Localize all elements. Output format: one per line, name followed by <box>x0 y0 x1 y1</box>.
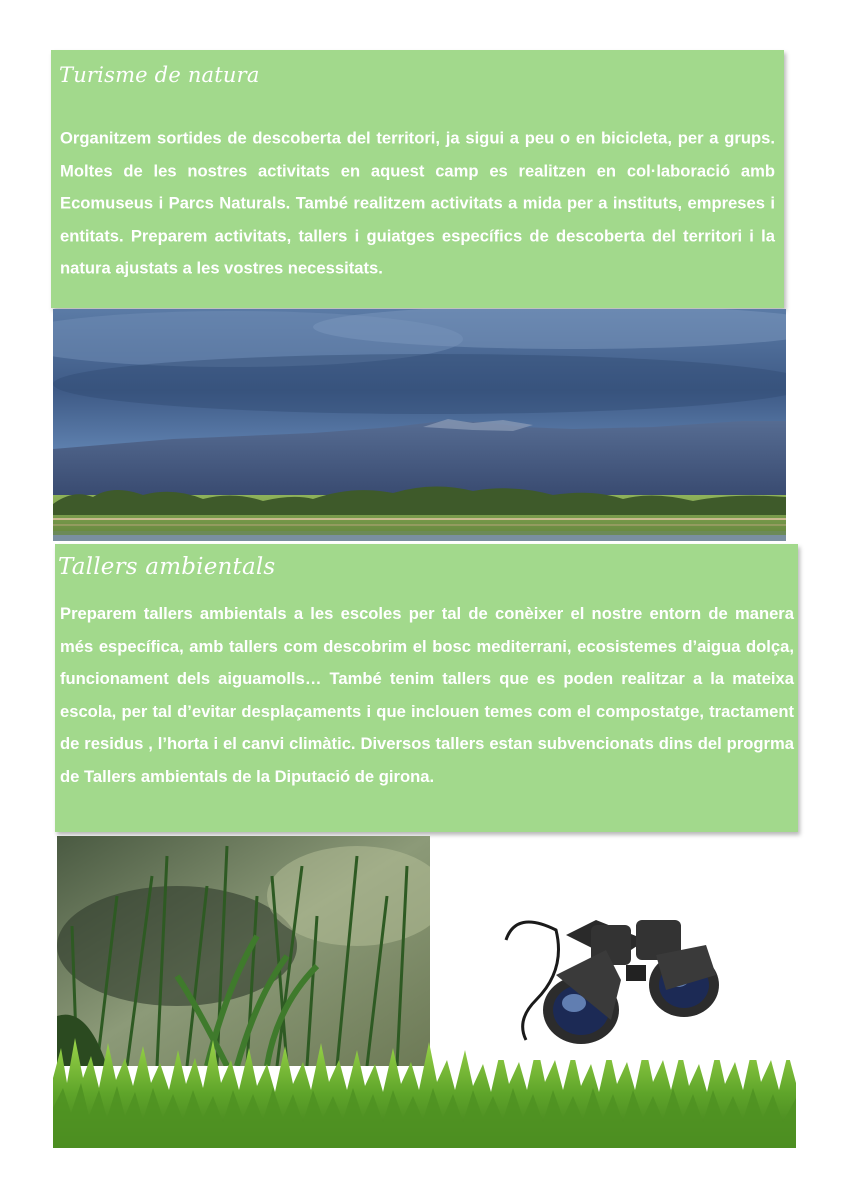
section-body-turisme: Organitzem sortides de descoberta del territori, ja sigui a peu o en bicicleta, per a grups. Moltes de les nostres activitats en aquest camp es realitzen en col·laboració amb Ecomuseus i Parcs Naturals. També realitzem activitats a mida per a instituts, empreses i entitats. Preparem activitats, tallers i guiatges específics de descoberta del territori i la natura ajustats a les vostres necessitats. <box>60 128 775 278</box>
turisme-de-natura-box <box>51 50 784 308</box>
section-body-tallers: Preparem tallers ambientals a les escoles per tal de conèixer el nostre entorn de manera més específica, amb tallers com descobrim el bosc mediterrani, ecosistemes d’aigua dolça, funcionament dels aiguamolls… També tenim tallers que es poden realitzar a la mateixa escola, per tal d’evitar desplaçaments i que inclouen temes com el compostatge, tractament de residus , l’horta i el canvi climàtic. Diversos tallers estan subvencionats dins del progrma de Tallers ambientals de la Diputació de girona. <box>60 604 794 786</box>
section-title-tallers: Tallers ambientals <box>58 554 276 580</box>
landscape-photo <box>53 309 786 541</box>
binoculars-photo <box>496 880 796 1060</box>
section-title-turisme: Turisme de natura <box>59 63 260 87</box>
tallers-ambientals-box <box>55 544 798 832</box>
